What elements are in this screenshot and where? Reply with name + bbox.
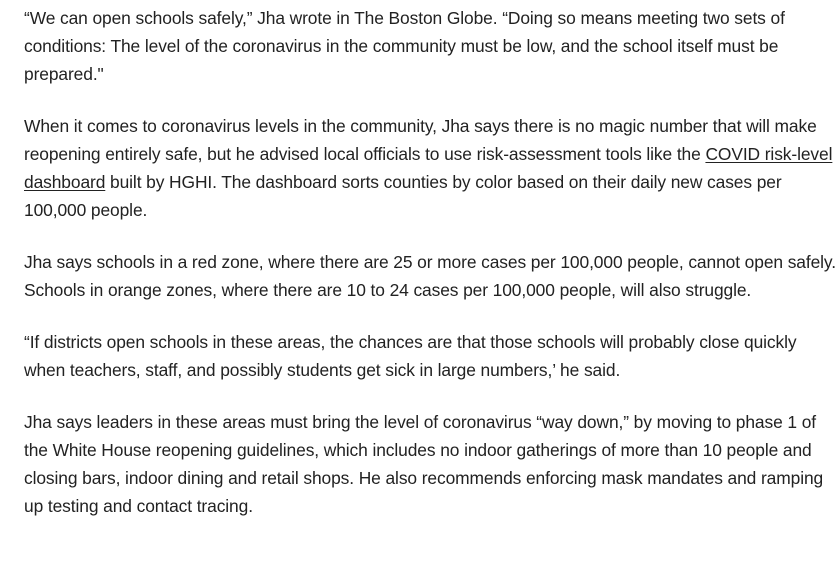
- paragraph-text: built by HGHI. The dashboard sorts counties by color based on their daily new cases per 100,000 people.: [24, 172, 782, 220]
- paragraph-red-zone: Jha says schools in a red zone, where there are 25 or more cases per 100,000 people, cannot open safely. Schools in orange zones, where there are 10 to 24 cases per 100,000 people, will also struggle.: [24, 252, 836, 300]
- paragraph-leaders-guidelines: Jha says leaders in these areas must bring the level of coronavirus “way down,” by moving to phase 1 of the White House reopening guidelines, which includes no indoor gatherings of more than 10 people and closing bars, indoor dining and retail shops. He also recommends enforcing mask mandates and ramping up testing and contact tracing.: [24, 412, 824, 516]
- paragraph-quote-boston-globe: “We can open schools safely,” Jha wrote in The Boston Globe. “Doing so means meeting two sets of conditions: The level of the coronavirus in the community must be low, and the school itself must be prepared.": [24, 8, 785, 84]
- article-body: [24, 4, 836, 544]
- paragraph-quote-districts: “If districts open schools in these areas, the chances are that those schools will probably close quickly when teachers, staff, and possibly students get sick in large numbers,’ he said.: [24, 332, 797, 380]
- covid-dashboard-link[interactable]: COVID risk-level dashboard: [24, 144, 833, 192]
- paragraph-risk-assessment: [24, 112, 836, 224]
- paragraph-text: When it comes to coronavirus levels in the community, Jha says there is no magic number that will make reopening entirely safe, but he advised local officials to use risk-assessment tools like the: [24, 116, 817, 164]
